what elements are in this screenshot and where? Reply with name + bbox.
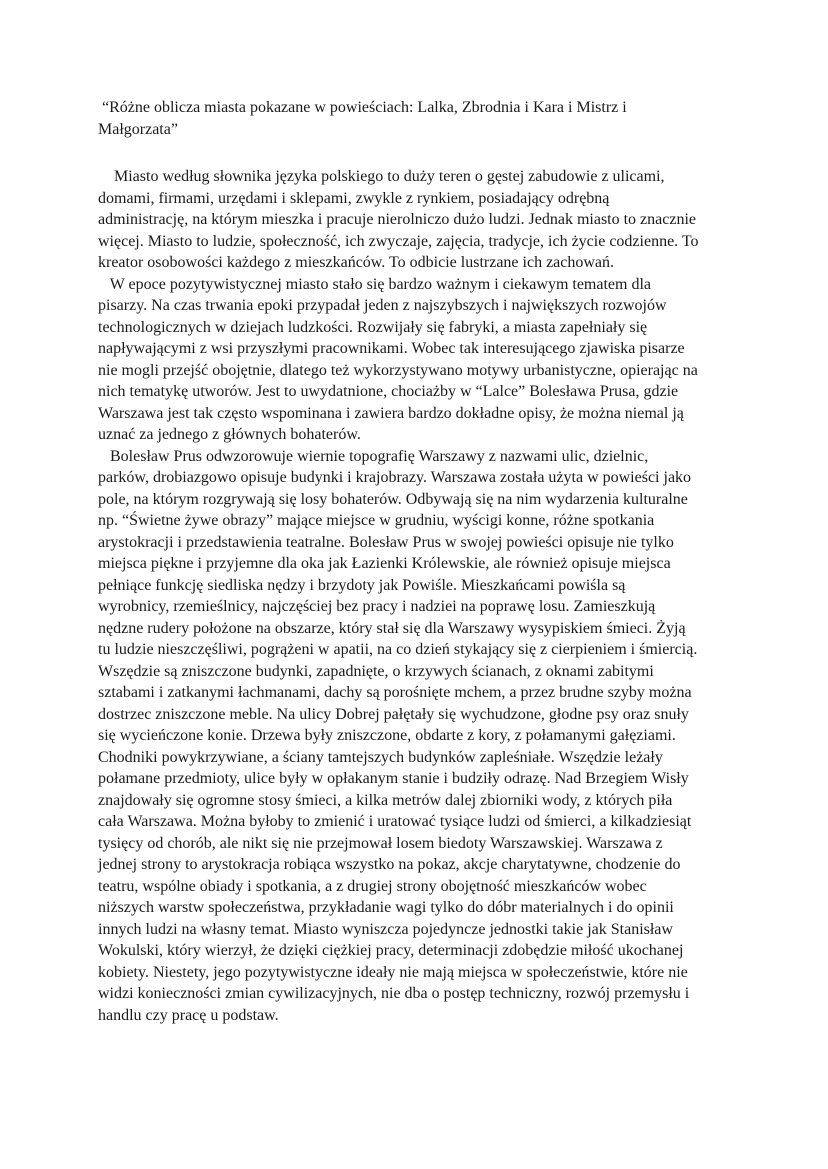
paragraph-line: się wycieńczone konie. Drzewa były zniszczone, obdarte z kory, z połamanymi gałęziami. <box>98 727 676 744</box>
paragraph-line: Miasto według słownika języka polskiego to duży teren o gęstej zabudowie z ulicami, <box>98 168 665 185</box>
paragraph-line: Warszawa jest tak często wspominana i zawiera bardzo dokładne opisy, że można niemal ją <box>98 404 684 422</box>
paragraph-line: sztabami i zatkanymi łachmanami, dachy są porośnięte mchem, a przez brudne szyby można <box>98 684 692 701</box>
paragraph-line: domami, firmami, urzędami i sklepami, zwykle z rynkiem, posiadający odrębną <box>98 189 610 207</box>
title-line: Małgorzata” <box>98 120 178 138</box>
paragraph-line: wyrobnicy, rzemieślnicy, najczęściej bez pracy i nadziei na poprawę losu. Zamieszkują <box>98 598 656 615</box>
paragraph-line: pełniące funkcję siedliska nędzy i brzydoty jak Powiśle. Mieszkańcami powiśla są <box>98 576 626 594</box>
paragraph-line: miejsca piękne i przyjemne dla oka jak Łazienki Królewskie, ale również opisuje miejsca <box>98 555 671 572</box>
paragraph-line: dostrzec zniszczone meble. Na ulicy Dobrej pałętały się wychudzone, głodne psy oraz snuły <box>98 705 689 723</box>
paragraph <box>98 446 748 1027</box>
paragraph-line: W epoce pozytywistycznej miasto stało się bardzo ważnym i ciekawym tematem dla <box>98 275 652 293</box>
document-title <box>98 97 748 140</box>
paragraph-line: Wokulski, który wierzył, że dzięki ciężkiej pracy, determinacji zdobędzie miłość ukochanej <box>98 942 684 959</box>
paragraph-line: handlu czy pracę u podstaw. <box>98 1006 279 1024</box>
paragraph-line: tysięcy od chorób, ale nikt się nie przejmował losem biedoty Warszawskiej. Warszawa z <box>98 834 663 852</box>
paragraph-line: Bolesław Prus odwzorowuje wiernie topografię Warszawy z nazwami ulic, dzielnic, <box>98 447 649 465</box>
paragraph-line: Wszędzie są zniszczone budynki, zapadnięte, o krzywych ścianach, z oknami zabitymi <box>98 662 654 680</box>
paragraph-line: tu ludzie nieszczęśliwi, pogrążeni w apatii, na co dzień stykający się z cierpieniem i śmiercią. <box>98 641 698 658</box>
paragraph-line: teatru, wspólne obiady i spotkania, a z drugiej strony obojętność mieszkańców wobec <box>98 877 647 895</box>
title-line: “Różne oblicza miasta pokazane w powieściach: Lalka, Zbrodnia i Kara i Mistrz i <box>98 99 627 116</box>
paragraph-line: technologicznych w dziejach ludzkości. Rozwijały się fabryki, a miasta zapełniały się <box>98 318 648 336</box>
paragraph-line: napływającymi z wsi przyszłymi pracownikami. Wobec tak interesującego zjawiska pisarze <box>98 340 685 357</box>
paragraph <box>98 274 748 446</box>
paragraph-line: arystokracji i przedstawienia teatralne. Bolesław Prus w swojej powieści opisuje nie tylko <box>98 533 674 551</box>
paragraph-line: administrację, na którym mieszka i pracuje nierolniczo dużo ludzi. Jednak miasto to znacznie <box>98 211 697 228</box>
paragraph-line: połamane przedmioty, ulice były w opłakanym stanie i budziły odrazę. Nad Brzegiem Wisły <box>98 770 689 787</box>
paragraph-line: nędzne rudery położone na obszarze, który stał się dla Warszawy wysypiskiem śmieci. Żyją <box>98 619 686 637</box>
paragraph <box>98 166 748 274</box>
paragraph-line: kreator osobowości każdego z mieszkańców. To odbicie lustrzane ich zachowań. <box>98 254 615 271</box>
paragraph-line: Chodniki powykrzywiane, a ściany tamtejszych budynków zapleśniałe. Wszędzie leżały <box>98 748 663 766</box>
paragraph-line: pole, na którym rozgrywają się losy bohaterów. Odbywają się na nim wydarzenia kulturalne <box>98 490 688 508</box>
document-page <box>98 97 748 1026</box>
paragraph-line: np. “Świetne żywe obrazy” mające miejsce w grudniu, wyścigi konne, różne spotkania <box>98 512 655 529</box>
paragraph-line: nich tematykę utworów. Jest to uwydatnione, chociażby w “Lalce” Bolesława Prusa, gdzie <box>98 383 679 400</box>
paragraph-line: kobiety. Niestety, jego pozytywistyczne ideały nie mają miejsca w społeczeństwie, które nie <box>98 963 688 981</box>
document-body <box>98 166 748 1026</box>
paragraph-line: uznać za jednego z głównych bohaterów. <box>98 426 361 443</box>
paragraph-line: widzi konieczności zmian cywilizacyjnych, nie dba o postęp techniczny, rozwój przemysłu i <box>98 985 690 1002</box>
paragraph-line: nie mogli przejść obojętnie, dlatego też wykorzystywano motywy urbanistyczne, opierając na <box>98 361 698 379</box>
paragraph-line: parków, drobiazgowo opisuje budynki i krajobrazy. Warszawa została użyta w powieści jako <box>98 469 692 486</box>
paragraph-line: jednej strony to arystokracja robiąca wszystko na pokaz, akcje charytatywne, chodzenie do <box>98 856 681 873</box>
paragraph-line: niższych warstw społeczeństwa, przykładanie wagi tylko do dóbr materialnych i do opinii <box>98 899 674 916</box>
paragraph-line: innych ludzi na własny temat. Miasto wyniszcza pojedyncze jednostki takie jak Stanisław <box>98 920 673 938</box>
paragraph-line: znajdowały się ogromne stosy śmieci, a kilka metrów dalej zbiorniki wody, z których piła <box>98 791 673 809</box>
paragraph-line: pisarzy. Na czas trwania epoki przypadał jeden z najszybszych i największych rozwojów <box>98 297 667 314</box>
paragraph-line: cała Warszawa. Można byłoby to zmienić i uratować tysiące ludzi od śmierci, a kilkadziesiąt <box>98 813 692 830</box>
paragraph-line: więcej. Miasto to ludzie, społeczność, ich zwyczaje, zajęcia, tradycje, ich życie codzienne. To <box>98 232 699 250</box>
